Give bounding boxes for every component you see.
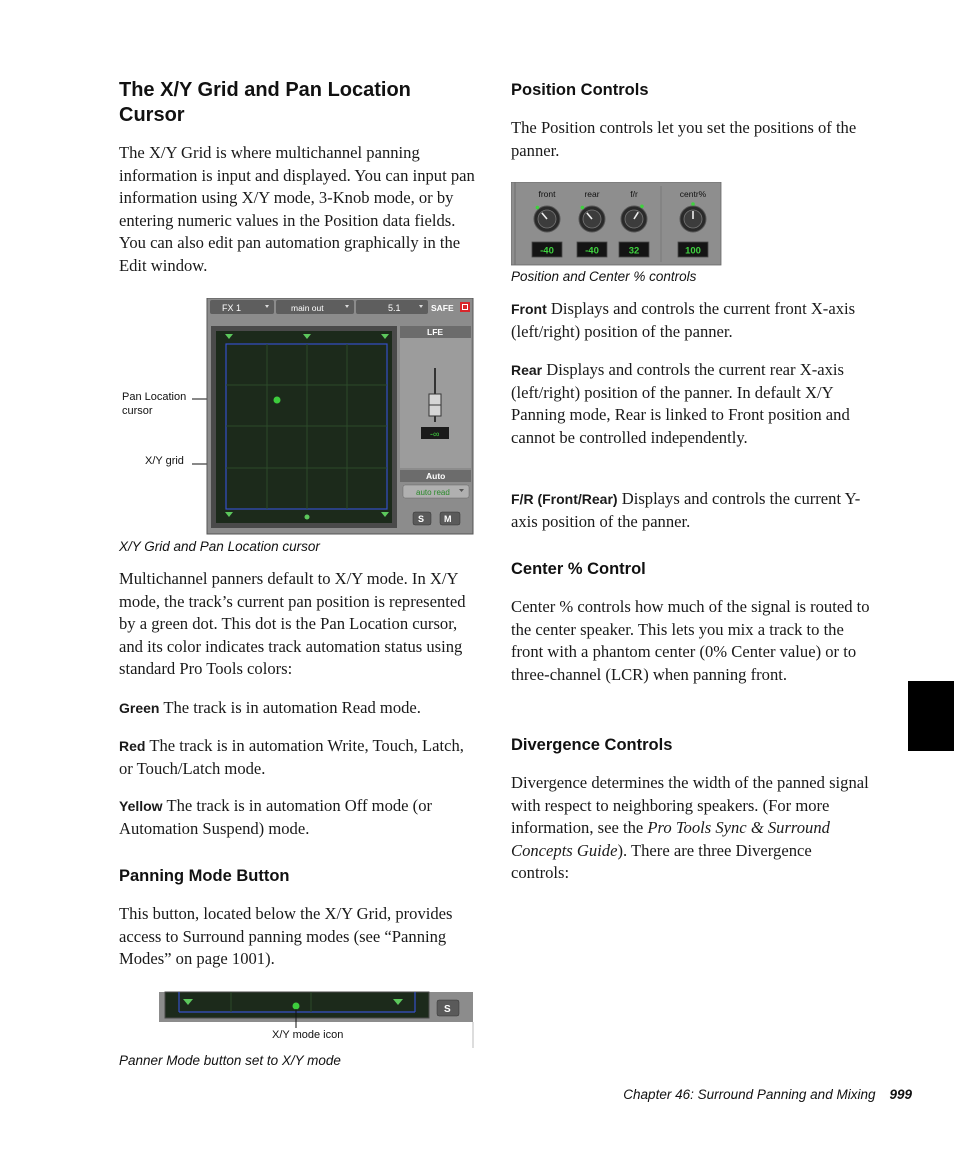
red-definition xyxy=(119,735,479,780)
knob-label-1: rear xyxy=(584,189,600,199)
green-text: The track is in automation Read mode. xyxy=(163,698,421,717)
divergence-controls-heading: Divergence Controls xyxy=(511,736,673,754)
position-controls-paragraph: The Position controls let you set the positions of the panner. xyxy=(511,118,857,160)
xy-grid-panel xyxy=(119,298,479,536)
paragraph-default-mode: Multichannel panners default to X/Y mode. In X/Y mode, the track’s current pan position is represented by a green dot. This dot is the Pan Location cursor, and its color indicates track automation status using standard Pro Tools colors: xyxy=(119,569,466,679)
knob-led-3 xyxy=(691,202,695,206)
auto-label: Auto xyxy=(426,471,446,481)
value-text-0: -40 xyxy=(540,245,554,257)
rear-text: Displays and controls the current rear X-axis (left/right) position of the panner. In default X/Y Panning mode, Rear is linked to Front position and cannot be controlled independently. xyxy=(511,360,850,447)
solo-button-2[interactable]: S xyxy=(444,1004,451,1015)
red-text: The track is in automation Write, Touch, Latch, or Touch/Latch mode. xyxy=(119,736,464,778)
value-text-3: 100 xyxy=(685,245,701,257)
page-footer xyxy=(623,1087,912,1102)
xy-mode-annotation: X/Y mode icon xyxy=(272,1029,344,1041)
lfe-value[interactable]: -∞ xyxy=(430,429,440,439)
value-text-2: 32 xyxy=(628,245,640,257)
solo-button[interactable]: S xyxy=(418,514,425,524)
front-definition xyxy=(511,298,871,343)
safe-button[interactable]: SAFE xyxy=(431,303,454,313)
xy-mode-icon[interactable] xyxy=(293,1003,300,1010)
position-controls-figure xyxy=(511,182,723,266)
knob-label-3: centr% xyxy=(679,189,707,199)
pan-location-cursor[interactable] xyxy=(274,397,281,404)
center-control-paragraph: Center % controls how much of the signal is routed to the center speaker. This lets you mix a track to the front with a phantom center (0% Center value) or to three-channel (LCR) when panning front. xyxy=(511,597,870,684)
footer-chapter: Chapter 46: Surround Panning and Mixing xyxy=(623,1087,876,1102)
automation-mode-selector[interactable]: auto read xyxy=(416,488,450,497)
center-control-heading: Center % Control xyxy=(511,560,646,578)
xy-grid-annotation: X/Y grid xyxy=(145,455,184,467)
yellow-definition xyxy=(119,795,479,840)
rear-definition xyxy=(511,359,871,449)
panning-mode-heading: Panning Mode Button xyxy=(119,867,290,885)
figure-1-caption: X/Y Grid and Pan Location cursor xyxy=(119,539,320,554)
divergence-text-2: ). There are three Divergence controls: xyxy=(511,840,812,883)
knob-panel xyxy=(511,182,723,266)
page-number: 999 xyxy=(889,1087,912,1102)
rear-term: Rear xyxy=(511,362,543,378)
lfe-label: LFE xyxy=(427,327,444,337)
chapter-thumb-tab xyxy=(908,681,954,751)
red-term: Red xyxy=(119,738,146,754)
insert-selector[interactable]: FX 1 xyxy=(222,303,242,313)
guide-reference: Pro Tools Sync & Surround Concepts Guide xyxy=(511,818,830,860)
position-controls-heading: Position Controls xyxy=(511,81,649,99)
green-definition xyxy=(119,697,479,720)
green-term: Green xyxy=(119,700,160,716)
format-selector[interactable]: 5.1 xyxy=(388,303,401,313)
knob-label-2: f/r xyxy=(630,189,638,199)
fr-definition xyxy=(511,488,871,533)
figure-2-caption: Panner Mode button set to X/Y mode xyxy=(119,1053,341,1068)
yellow-term: Yellow xyxy=(119,798,163,814)
front-term: Front xyxy=(511,301,547,317)
intro-paragraph: The X/Y Grid is where multichannel panning information is input and displayed. You can input pan information using X/Y mode, 3-Knob mode, or by entering numeric values in the Position data fields. You can also edit pan automation graphically in the Edit window. xyxy=(119,143,475,275)
knob-label-0: front xyxy=(538,189,556,199)
front-text: Displays and controls the current front X-axis (left/right) position of the panner. xyxy=(511,299,856,341)
mute-button[interactable]: M xyxy=(444,514,452,524)
xy-grid-figure xyxy=(119,298,479,536)
fr-text: Displays and controls the current Y-axis position of the panner. xyxy=(511,489,861,531)
section-title: The X/Y Grid and Pan Location Cursor xyxy=(119,79,411,126)
knob-led-1 xyxy=(581,206,585,210)
divergence-text-1: Divergence determines the width of the panned signal with respect to neighboring speakers. (For more information, see the xyxy=(511,773,869,838)
value-text-1: -40 xyxy=(585,245,599,257)
panner-mode-figure xyxy=(119,990,479,1050)
pan-location-annotation: Pan Location cursor xyxy=(122,391,187,417)
yellow-text: The track is in automation Off mode (or Automation Suspend) mode. xyxy=(119,796,433,838)
panning-mode-paragraph: This button, located below the X/Y Grid, provides access to Surround panning modes (see “Panning Modes” on page 1001). xyxy=(119,904,453,969)
divergence-paragraph xyxy=(511,772,871,885)
output-selector[interactable]: main out xyxy=(291,303,324,313)
fr-term: F/R (Front/Rear) xyxy=(511,491,618,507)
knob-led-0 xyxy=(536,206,540,210)
figure-3-caption: Position and Center % controls xyxy=(511,269,697,284)
knob-led-2 xyxy=(640,204,644,208)
